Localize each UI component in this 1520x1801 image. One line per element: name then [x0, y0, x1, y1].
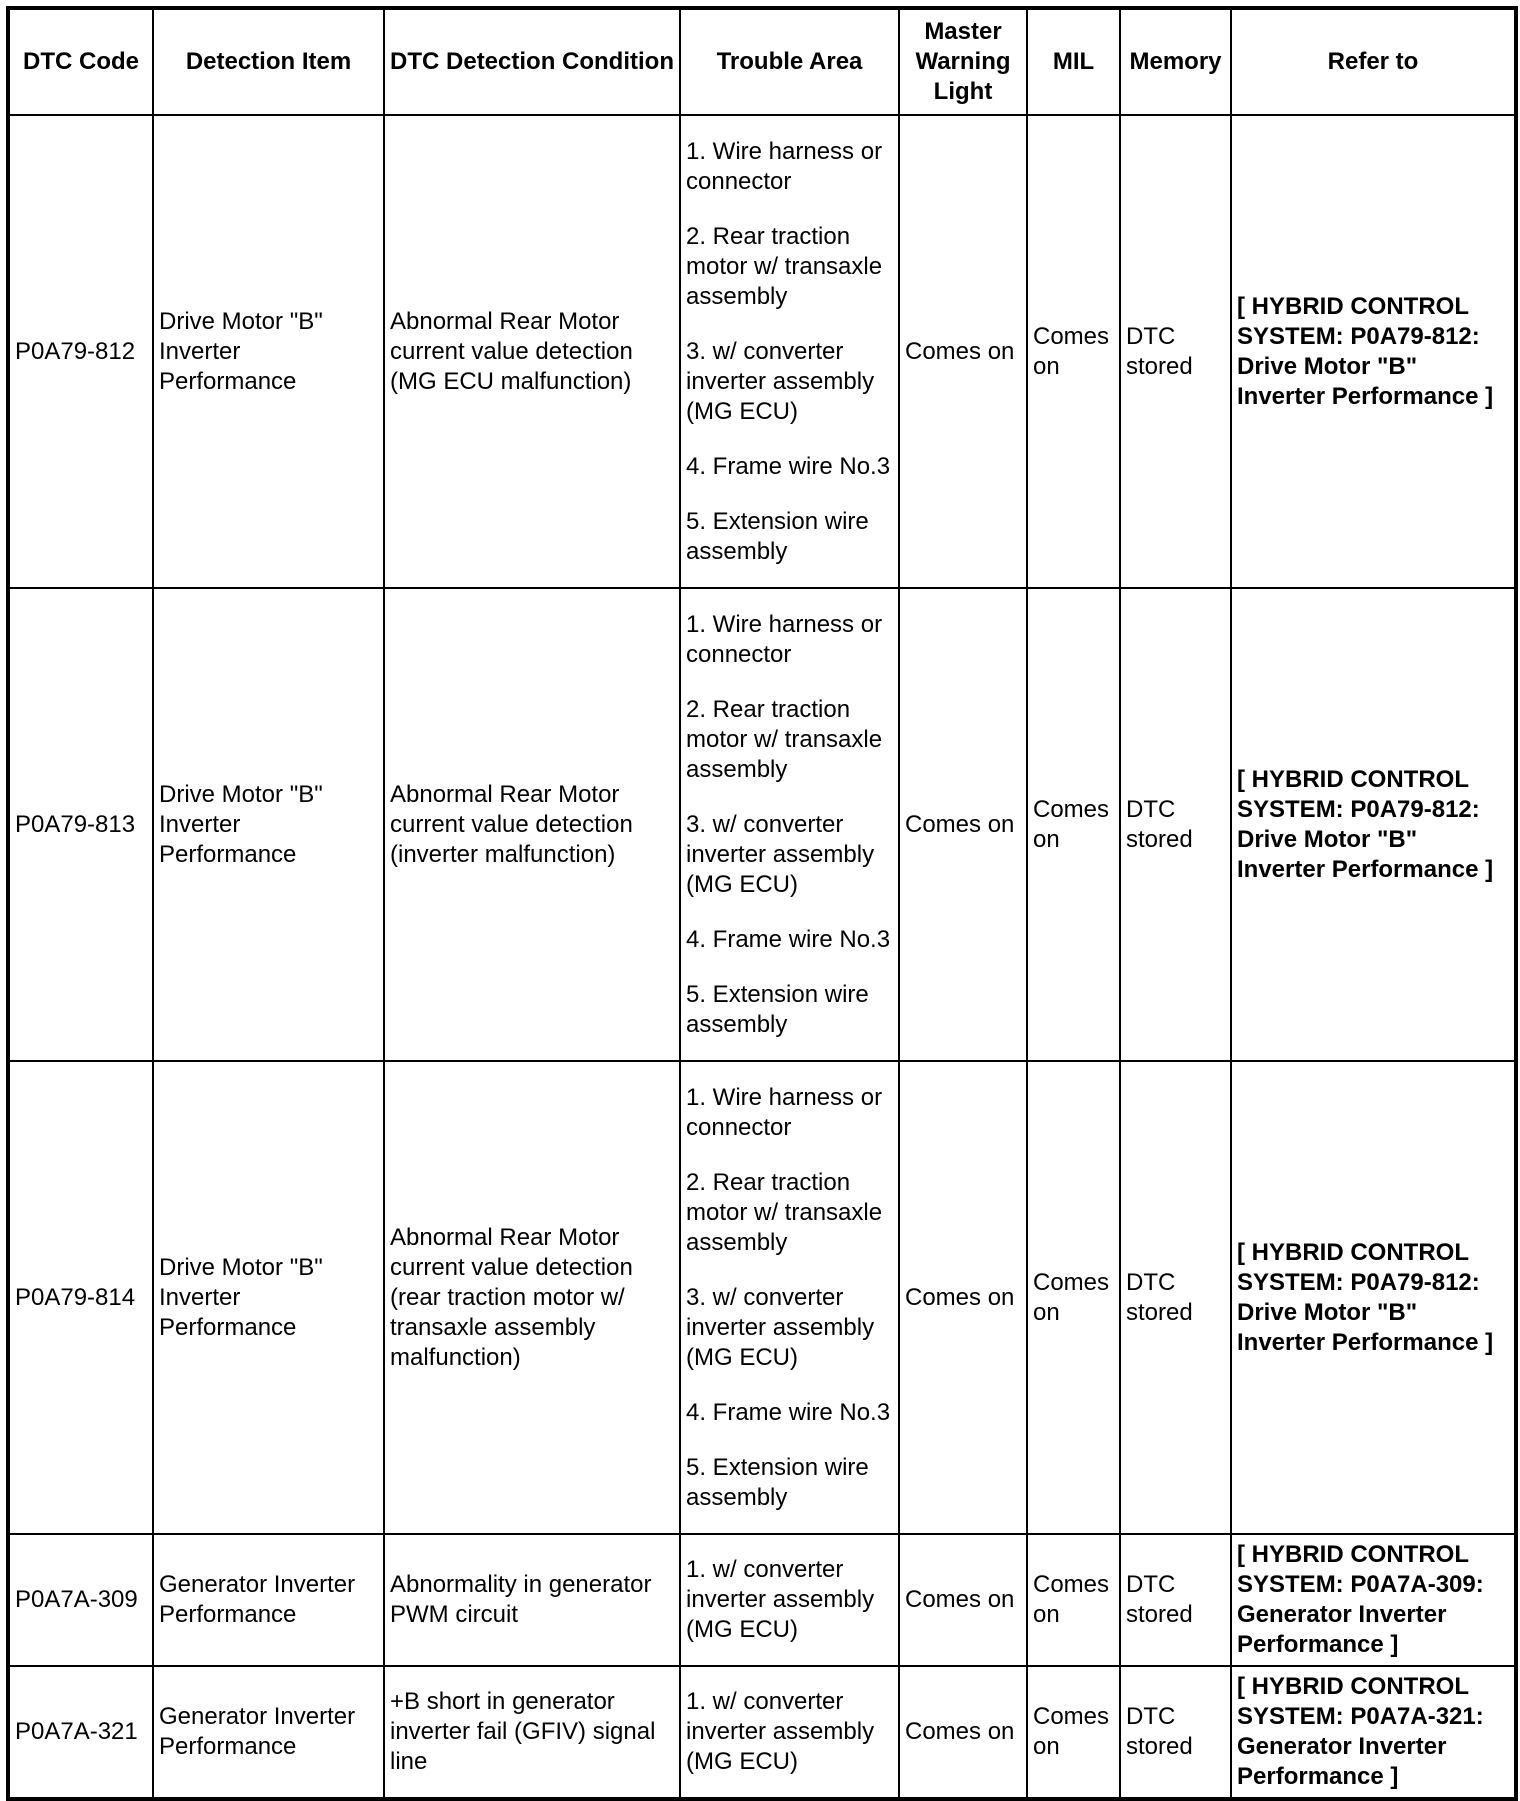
memory-cell: DTC stored — [1120, 588, 1231, 1061]
mil-cell: Comes on — [1027, 1061, 1120, 1534]
memory-cell: DTC stored — [1120, 115, 1231, 588]
master-warning-cell: Comes on — [899, 115, 1027, 588]
dtc-code-cell: P0A79-813 — [8, 588, 153, 1061]
detection-item-cell: Drive Motor "B" Inverter Performance — [153, 115, 384, 588]
trouble-area-item: 1. Wire harness or connector — [686, 137, 883, 195]
detection-item-cell: Drive Motor "B" Inverter Performance — [153, 588, 384, 1061]
detection-condition-cell: Abnormal Rear Motor current value detection (rear traction motor w/ transaxle assembly malfunction) — [384, 1061, 680, 1534]
memory-cell: DTC stored — [1120, 1666, 1231, 1799]
mil-cell: Comes on — [1027, 115, 1120, 588]
trouble-area-item: 3. w/ converter inverter assembly (MG ECU) — [686, 337, 875, 425]
refer-to-link[interactable]: [ HYBRID CONTROL SYSTEM: P0A79-812: Drive Motor "B" Inverter Performance ] — [1231, 588, 1516, 1061]
refer-to-link[interactable]: [ HYBRID CONTROL SYSTEM: P0A79-812: Drive Motor "B" Inverter Performance ] — [1231, 115, 1516, 588]
mil-cell: Comes on — [1027, 588, 1120, 1061]
header-mil: MIL — [1027, 8, 1120, 115]
trouble-area-item: 5. Extension wire assembly — [686, 507, 869, 565]
dtc-code-cell: P0A79-814 — [8, 1061, 153, 1534]
trouble-area-item: 1. Wire harness or connector — [686, 1083, 883, 1141]
header-detection-item: Detection Item — [153, 8, 384, 115]
table-row — [8, 1534, 1516, 1666]
mil-cell: Comes on — [1027, 1534, 1120, 1666]
header-trouble-area: Trouble Area — [680, 8, 899, 115]
table-row — [8, 1666, 1516, 1799]
trouble-area-item: 2. Rear traction motor w/ transaxle assembly — [686, 1168, 883, 1256]
memory-cell: DTC stored — [1120, 1061, 1231, 1534]
detection-item-cell: Generator Inverter Performance — [153, 1666, 384, 1799]
dtc-code-cell: P0A7A-321 — [8, 1666, 153, 1799]
header-dtc-code: DTC Code — [8, 8, 153, 115]
detection-condition-cell: Abnormal Rear Motor current value detection (inverter malfunction) — [384, 588, 680, 1061]
header-master-warning-light: Master Warning Light — [899, 8, 1027, 115]
detection-condition-cell: +B short in generator inverter fail (GFIV) signal line — [384, 1666, 680, 1799]
table-row — [8, 115, 1516, 588]
trouble-area-item: 5. Extension wire assembly — [686, 980, 869, 1038]
dtc-code-cell: P0A7A-309 — [8, 1534, 153, 1666]
master-warning-cell: Comes on — [899, 1061, 1027, 1534]
trouble-area-item: 4. Frame wire No.3 — [686, 925, 891, 953]
trouble-area-item: 3. w/ converter inverter assembly (MG ECU) — [686, 810, 875, 898]
trouble-area-item: 1. w/ converter inverter assembly (MG ECU) — [686, 1688, 875, 1775]
header-detection-condition: DTC Detection Condition — [384, 8, 680, 115]
master-warning-cell: Comes on — [899, 1534, 1027, 1666]
header-refer-to: Refer to — [1231, 8, 1516, 115]
detection-condition-cell: Abnormal Rear Motor current value detection (MG ECU malfunction) — [384, 115, 680, 588]
memory-cell: DTC stored — [1120, 1534, 1231, 1666]
refer-to-link[interactable]: [ HYBRID CONTROL SYSTEM: P0A7A-321: Generator Inverter Performance ] — [1231, 1666, 1516, 1799]
trouble-area-item: 2. Rear traction motor w/ transaxle assembly — [686, 695, 883, 783]
trouble-area-item: 5. Extension wire assembly — [686, 1453, 869, 1511]
refer-to-link[interactable]: [ HYBRID CONTROL SYSTEM: P0A79-812: Drive Motor "B" Inverter Performance ] — [1231, 1061, 1516, 1534]
trouble-area-item: 1. w/ converter inverter assembly (MG ECU) — [686, 1556, 875, 1643]
dtc-code-cell: P0A79-812 — [8, 115, 153, 588]
trouble-area-item: 1. Wire harness or connector — [686, 610, 883, 668]
trouble-area-cell — [680, 115, 899, 588]
dtc-table — [6, 6, 1518, 1801]
detection-item-cell: Generator Inverter Performance — [153, 1534, 384, 1666]
dtc-document — [6, 6, 1518, 1801]
trouble-area-cell — [680, 588, 899, 1061]
trouble-area-item: 4. Frame wire No.3 — [686, 1398, 891, 1426]
mil-cell: Comes on — [1027, 1666, 1120, 1799]
trouble-area-cell — [680, 1061, 899, 1534]
trouble-area-cell — [680, 1666, 899, 1799]
trouble-area-item: 2. Rear traction motor w/ transaxle assembly — [686, 222, 883, 310]
refer-to-link[interactable]: [ HYBRID CONTROL SYSTEM: P0A7A-309: Generator Inverter Performance ] — [1231, 1534, 1516, 1666]
master-warning-cell: Comes on — [899, 588, 1027, 1061]
trouble-area-item: 3. w/ converter inverter assembly (MG ECU) — [686, 1283, 875, 1371]
table-row — [8, 1061, 1516, 1534]
trouble-area-item: 4. Frame wire No.3 — [686, 452, 891, 480]
table-row — [8, 588, 1516, 1061]
detection-condition-cell: Abnormality in generator PWM circuit — [384, 1534, 680, 1666]
trouble-area-cell — [680, 1534, 899, 1666]
header-memory: Memory — [1120, 8, 1231, 115]
master-warning-cell: Comes on — [899, 1666, 1027, 1799]
detection-item-cell: Drive Motor "B" Inverter Performance — [153, 1061, 384, 1534]
header-row — [8, 8, 1516, 115]
